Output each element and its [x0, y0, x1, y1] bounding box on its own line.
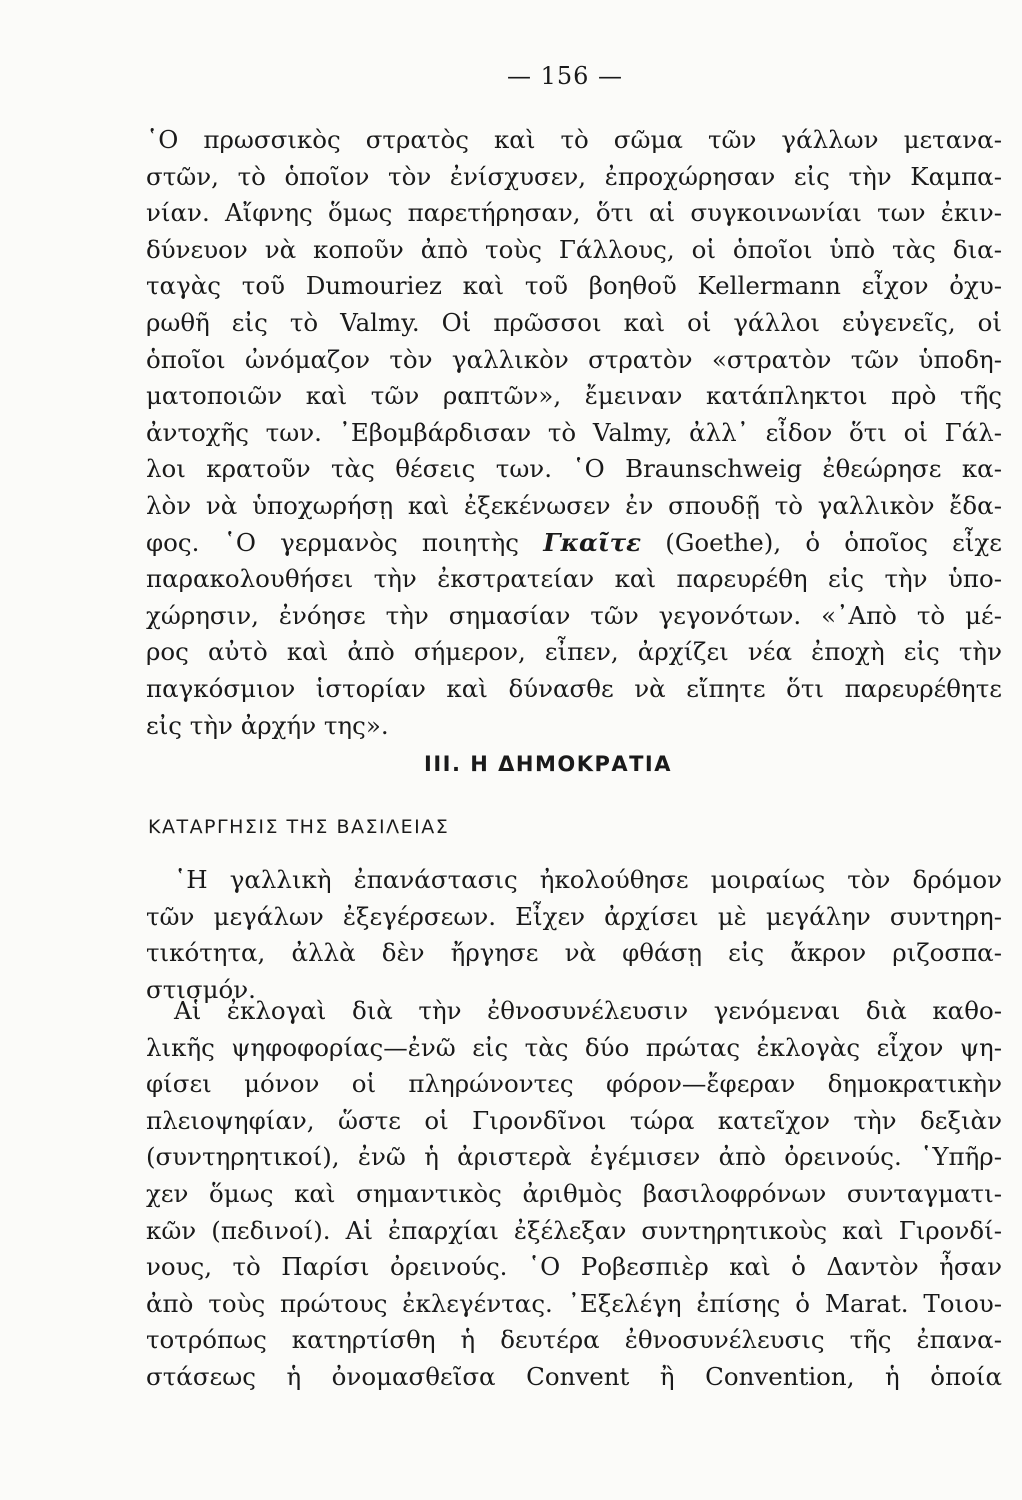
text-line: νίαν. Αἴφνης ὅμως παρετήρησαν, ὅτι αἱ συγκοινωνίαι των ἐκιν-	[146, 198, 1002, 228]
text-line: χεν ὅμως καὶ σημαντικὸς ἀριθμὸς βασιλοφρόνων συνταγματι-	[146, 1178, 1002, 1208]
section-heading: III. Η ΔΗΜΟΚΡΑΤΙΑ	[424, 752, 672, 776]
text-line: ταγὰς τοῦ Dumouriez καὶ τοῦ βοηθοῦ Kellermann εἶχον ὀχυ-	[146, 271, 1002, 301]
paragraph-elections	[146, 993, 1002, 1396]
text-line: παρακολουθήσει τὴν ἐκστρατείαν καὶ παρευρέθη εἰς τὴν ὑπο-	[146, 564, 1002, 594]
text-line: νους, τὸ Παρίσι ὀρεινούς. ῾Ο Ροβεσπιὲρ καὶ ὁ Δαντὸν ἦσαν	[146, 1252, 1002, 1282]
emphasized-name-goethe: Γκαῖτε	[543, 527, 642, 557]
text-line: φίσει μόνον οἱ πληρώνοντες φόρον—ἔφεραν δημοκρατικὴν	[146, 1069, 1002, 1099]
text-segment: (Goethe), ὁ ὁποῖος εἶχε	[641, 527, 1002, 557]
text-line: εἰς τὴν ἀρχήν της».	[146, 710, 389, 740]
text-line: πλειοψηφίαν, ὥστε οἱ Γιρονδῖνοι τώρα κατεῖχον τὴν δεξιὰν	[146, 1105, 1002, 1135]
text-line: τικότητα, ἀλλὰ δὲν ἤργησε νὰ φθάσῃ εἰς ἄκρον ριζοσπα-	[146, 938, 1002, 968]
text-line: ρος αὐτὸ καὶ ἀπὸ σήμερον, εἶπεν, ἀρχίζει νέα ἐποχὴ εἰς τὴν	[146, 637, 1002, 667]
text-line: τοτρόπως κατηρτίσθη ἡ δευτέρα ἐθνοσυνέλευσις τῆς ἐπανα-	[146, 1325, 1002, 1355]
text-line: ἀπὸ τοὺς πρώτους ἐκλεγέντας. ᾿Εξελέγη ἐπίσης ὁ Marat. Τοιου-	[146, 1288, 1002, 1318]
text-line: στῶν, τὸ ὁποῖον τὸν ἐνίσχυσεν, ἐπροχώρησαν εἰς τὴν Καμπα-	[146, 161, 1002, 191]
text-line: δύνευον νὰ κοποῦν ἀπὸ τοὺς Γάλλους, οἱ ὁποῖοι ὑπὸ τὰς δια-	[146, 234, 1002, 264]
text-line: ῾Ο πρωσσικὸς στρατὸς καὶ τὸ σῶμα τῶν γάλλων μετανα-	[146, 125, 1002, 154]
text-segment: φος. ῾Ο γερμανὸς ποιητὴς	[146, 527, 544, 557]
text-line: ρωθῆ εἰς τὸ Valmy. Οἱ πρῶσσοι καὶ οἱ γάλλοι εὐγενεῖς, οἱ	[146, 307, 1002, 337]
text-line: ματοποιῶν καὶ τῶν ραπτῶν», ἔμειναν κατάπληκτοι πρὸ τῆς	[146, 381, 1002, 411]
text-line: λὸν νὰ ὑποχωρήσῃ καὶ ἐξεκένωσεν ἐν σπουδῇ τὸ γαλλικὸν ἔδα-	[146, 490, 1002, 520]
text-line: στάσεως ἡ ὀνομασθεῖσα Convent ἢ Convention, ἡ ὁποία	[146, 1361, 1002, 1391]
text-line: λικῆς ψηφοφορίας—ἐνῶ εἰς τὰς δύο πρώτας ἐκλογὰς εἶχον ψη-	[146, 1032, 1002, 1062]
text-line: ἀντοχῆς των. ᾿Εβομβάρδισαν τὸ Valmy, ἀλλ᾿ εἶδον ὅτι οἱ Γάλ-	[146, 417, 1002, 447]
text-line-goethe	[146, 525, 1002, 562]
paragraph-prussian-retreat	[146, 122, 1002, 744]
page-number: — 156 —	[506, 62, 624, 90]
text-line: λοι κρατοῦν τὰς θέσεις των. ῾Ο Braunschweig ἐθεώρησε κα-	[146, 454, 1002, 484]
text-line: ῾Η γαλλικὴ ἐπανάστασις ἠκολούθησε μοιραίως τὸν δρόμον	[174, 865, 1002, 894]
paragraph-revolution-course	[146, 862, 1002, 1008]
text-line: (συντηρητικοί), ἐνῶ ἡ ἀριστερὰ ἐγέμισεν ἀπὸ ὀρεινούς. ῾Υπῆρ-	[146, 1142, 1002, 1172]
text-line: χώρησιν, ἐνόησε τὴν σημασίαν τῶν γεγονότων. «᾿Απὸ τὸ μέ-	[146, 600, 1002, 630]
text-line: παγκόσμιον ἱστορίαν καὶ δύνασθε νὰ εἴπητε ὅτι παρευρέθητε	[146, 673, 1002, 703]
text-line: ὁποῖοι ὠνόμαζον τὸν γαλλικὸν στρατὸν «στρατὸν τῶν ὑποδη-	[146, 344, 1002, 374]
subsection-heading: ΚΑΤΑΡΓΗΣΙΣ ΤΗΣ ΒΑΣΙΛΕΙΑΣ	[148, 816, 450, 838]
text-line: στισμόν.	[146, 974, 256, 1004]
text-line: Αἱ ἐκλογαὶ διὰ τὴν ἐθνοσυνέλευσιν γενόμεναι διὰ καθο-	[174, 996, 1002, 1025]
text-line: κῶν (πεδινοί). Αἱ ἐπαρχίαι ἐξέλεξαν συντηρητικοὺς καὶ Γιρονδί-	[146, 1215, 1002, 1245]
text-line: τῶν μεγάλων ἐξεγέρσεων. Εἶχεν ἀρχίσει μὲ μεγάλην συντηρη-	[146, 901, 1002, 931]
